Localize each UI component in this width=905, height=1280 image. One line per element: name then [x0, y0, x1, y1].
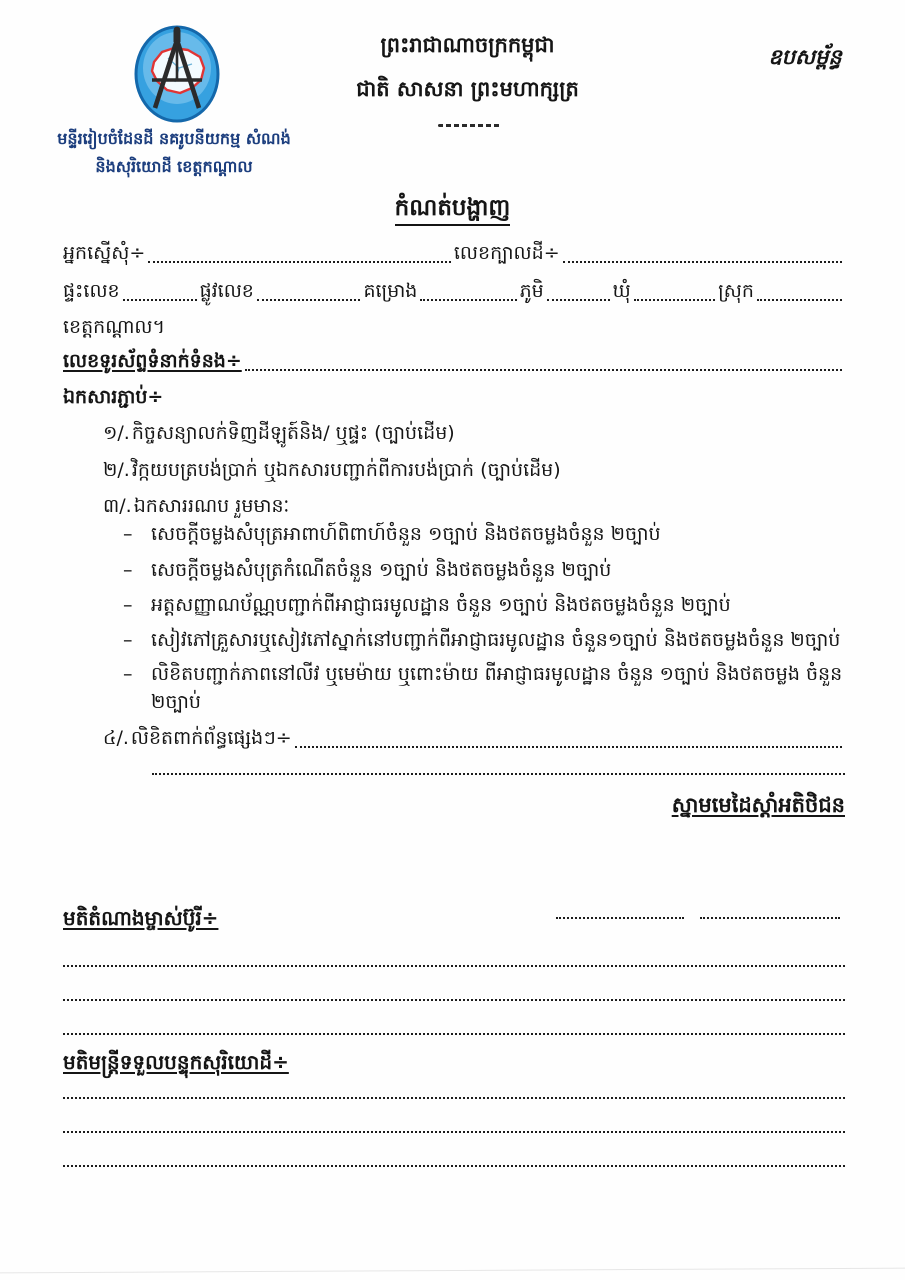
attachment-item-1: [103, 420, 845, 448]
owner-opinion-line-1: [63, 965, 845, 967]
item-4-number: ៤/.: [103, 727, 129, 749]
attachment-item-2: [103, 457, 845, 485]
house-field: [123, 299, 197, 301]
item-2-text: វិក្កយបត្របង់ប្រាក់ ឬឯកសារបញ្ជាក់ពីការបង់ប្រាក់ (ច្បាប់ដើម): [131, 459, 561, 481]
header-divider: [438, 124, 500, 127]
sub-item-4: – សៀវភៅគ្រួសារឬសៀវភៅស្នាក់នៅបញ្ជាក់ពីអាជ្ញាធរមូលដ្ឋាន ចំនួន១ច្បាប់ និងថតចម្លងចំនួន ២ច្បាប់: [123, 627, 845, 655]
ministry-logo: [134, 24, 220, 124]
item-1-text: កិច្ចសន្យាលក់ទិញដីឡូត៍និង/ ឬផ្ទះ (ច្បាប់ដើម): [131, 422, 455, 444]
applicant-label: អ្នកស្នើសុំ÷: [63, 242, 146, 264]
village-label: ភូមិ: [519, 280, 544, 302]
province-line: ខេត្តកណ្តាល។: [63, 316, 166, 338]
officer-opinion-line-1: [63, 1097, 845, 1099]
item-4-field: [295, 746, 842, 748]
bullet-dash: –: [123, 523, 133, 545]
attachment-item-3: [103, 493, 845, 521]
item-4-text: លិខិតពាក់ព័ន្ធផ្សេងៗ÷: [130, 727, 292, 749]
attachments-heading: ឯកសារភ្ជាប់÷: [63, 386, 164, 408]
commune-field: [634, 299, 715, 301]
thumbprint-heading: ស្នាមមេដៃស្តាំអតិថិជន: [671, 793, 845, 817]
annex-label: ឧបសម្ព័ន្ធ: [768, 45, 842, 69]
kingdom-motto-line2: ជាតិ សាសនា ព្រះមហាក្សត្រ: [356, 77, 579, 101]
bullet-dash: –: [123, 594, 133, 616]
officer-opinion-line-2: [63, 1131, 845, 1133]
phone-label: លេខទូរស័ព្ទទំនាក់ទំនង÷: [63, 350, 242, 372]
item-1-number: ១/.: [103, 422, 130, 444]
street-label: ផ្លូវលេខ: [199, 280, 254, 302]
date-field-1: [556, 917, 684, 919]
date-field-2: [700, 917, 840, 919]
commune-label: ឃុំ: [612, 280, 631, 302]
sub-item-2: – សេចក្តីចម្លងសំបុត្រកំណើតចំនួន ១ច្បាប់ និងថតចម្លងចំនួន ២ច្បាប់: [123, 557, 845, 585]
phone-field: [245, 369, 842, 371]
bullet-dash: –: [123, 559, 133, 581]
attachment-item-4: [103, 725, 845, 753]
bullet-dash: –: [123, 663, 133, 685]
sub-item-5: – លិខិតបញ្ជាក់ភាពនៅលីវ ឬមេម៉ាយ ឬពោះម៉ាយ ពីអាជ្ញាធរមូលដ្ឋាន ចំនួន ១ច្បាប់ និងថតចម្លង ចំនួន ២ច្បាប់: [123, 663, 843, 713]
item-3-text: ឯកសាររណប រួមមានៈ: [133, 495, 290, 517]
project-label: គម្រោង: [363, 280, 418, 302]
scan-artifact-line: [0, 1268, 905, 1274]
item-2-number: ២/.: [103, 459, 130, 481]
section-owner-opinion-heading: មតិតំណាងម្ចាស់ប៊ូរី÷: [63, 906, 219, 930]
officer-opinion-line-3: [63, 1165, 845, 1167]
district-field: [757, 299, 842, 301]
form-title: កំណត់បង្ហាញ: [395, 195, 511, 226]
item-3-number: ៣/.: [103, 495, 132, 517]
project-field: [420, 299, 516, 301]
applicant-line: [63, 240, 845, 268]
department-name-line2: និងសុរិយោដី ខេត្តកណ្តាល: [95, 157, 253, 176]
sub-item-3: – អត្តសញ្ញាណប័ណ្ណបញ្ជាក់ពីអាជ្ញាធរមូលដ្ឋាន ចំនួន ១ច្បាប់ និងថតចម្លងចំនួន ២ច្បាប់: [123, 592, 845, 620]
street-field: [257, 299, 361, 301]
address-line: [63, 278, 845, 306]
applicant-field: [148, 261, 451, 263]
form-title-wrap: [0, 194, 905, 227]
house-label: ផ្ទះលេខ: [63, 280, 120, 302]
village-field: [547, 299, 610, 301]
kingdom-motto-line1: ព្រះរាជាណាចក្រកម្ពុជា: [380, 33, 555, 57]
item-4-field-line2: [152, 773, 845, 775]
bullet-dash: –: [123, 629, 133, 651]
parcel-label: លេខក្បាលដី÷: [453, 242, 560, 264]
parcel-field: [563, 261, 842, 263]
district-label: ស្រុក: [718, 280, 754, 302]
section-officer-opinion-heading: មតិមន្ត្រីទទួលបន្ទុកសុរិយោដី÷: [63, 1050, 289, 1074]
phone-line: [63, 348, 845, 376]
sub-item-1: – សេចក្តីចម្លងសំបុត្រអាពាហ៍ពិពាហ៍ចំនួន ១ច្បាប់ និងថតចម្លងចំនួន ២ច្បាប់: [123, 521, 845, 549]
department-name-line1: មន្ទីររៀបចំដែនដី នគរូបនីយកម្ម សំណង់: [57, 129, 291, 148]
owner-opinion-line-2: [63, 999, 845, 1001]
owner-opinion-line-3: [63, 1033, 845, 1035]
